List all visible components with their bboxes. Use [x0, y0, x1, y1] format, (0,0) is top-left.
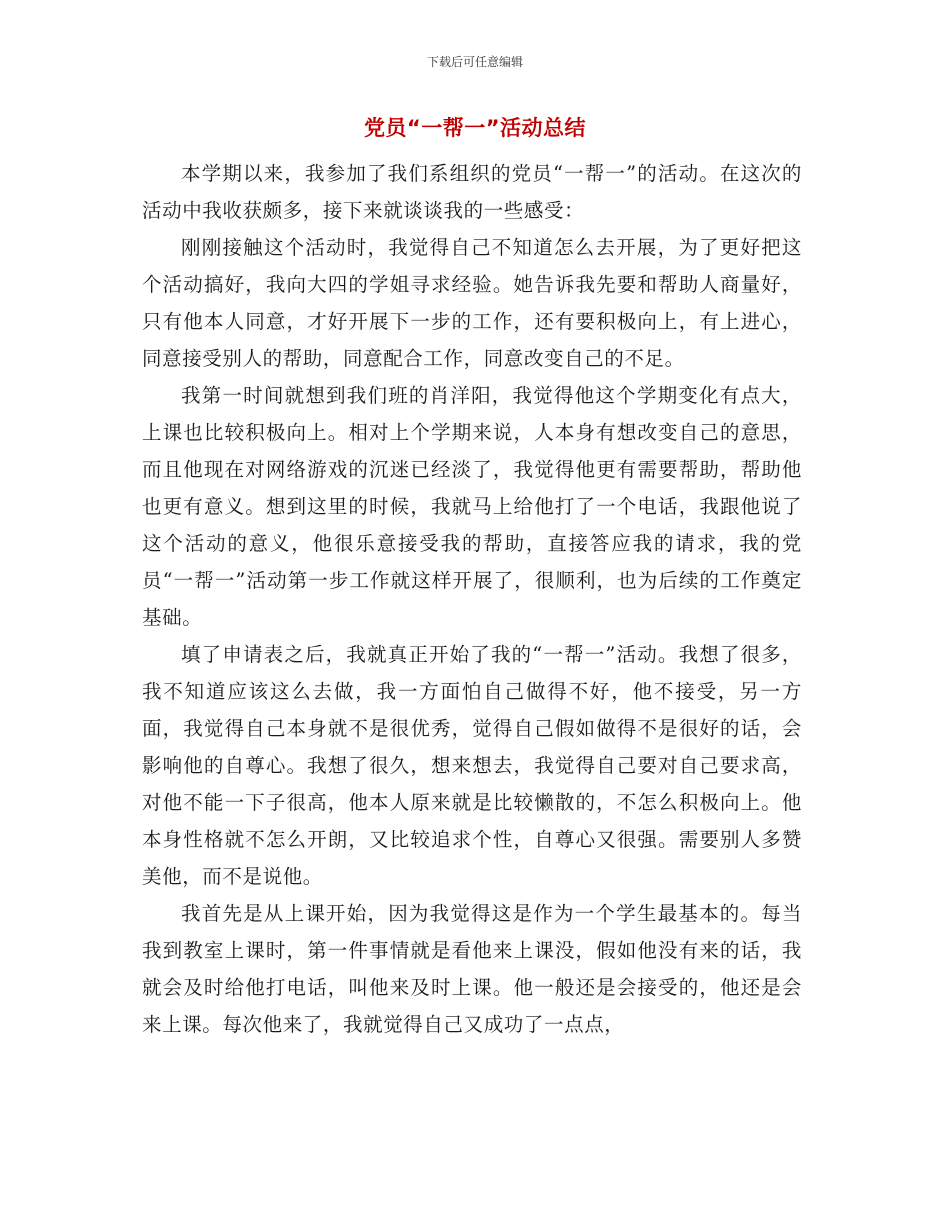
header-note: 下载后可任意编辑 [426, 55, 523, 69]
page-title: 党员“一帮一”活动总结 [363, 116, 587, 140]
paragraph-5: 我首先是从上课开始，因为我觉得这是作为一个学生最基本的。每当我到教室上课时，第一件事情就是看他来上课没，假如他没有来的话，我就会及时给他打电话，叫他来及时上课。他一般还是会接受的，他还是会来上课。每次他来了，我就觉得自己又成功了一点点， [142, 902, 802, 1036]
paragraph-1: 本学期以来，我参加了我们系组织的党员“一帮一”的活动。在这次的活动中我收获颇多，接下来就谈谈我的一些感受： [142, 162, 802, 222]
document-body [142, 155, 802, 1043]
paragraph-2: 刚刚接触这个活动时，我觉得自己不知道怎么去开展，为了更好把这个活动搞好，我向大四的学姐寻求经验。她告诉我先要和帮助人商量好，只有他本人同意，才好开展下一步的工作，还有要积极向上，有上进心，同意接受别人的帮助，同意配合工作，同意改变自己的不足。 [142, 236, 802, 370]
paragraph-4: 填了申请表之后，我就真正开始了我的“一帮一”活动。我想了很多，我不知道应该这么去做，我一方面怕自己做得不好，他不接受，另一方面，我觉得自己本身就不是很优秀，觉得自己假如做得不是很好的话，会影响他的自尊心。我想了很久，想来想去，我觉得自己要对自己要求高，对他不能一下子很高，他本人原来就是比较懒散的，不怎么积极向上。他本身性格就不怎么开朗，又比较追求个性，自尊心又很强。需要别人多赞美他，而不是说他。 [142, 643, 802, 888]
paragraph-3: 我第一时间就想到我们班的肖洋阳，我觉得他这个学期变化有点大，上课也比较积极向上。相对上个学期来说，人本身有想改变自己的意思，而且他现在对网络游戏的沉迷已经淡了，我觉得他更有需要帮助，帮助他也更有意义。想到这里的时候，我就马上给他打了一个电话，我跟他说了这个活动的意义，他很乐意接受我的帮助，直接答应我的请求，我的党员“一帮一”活动第一步工作就这样开展了，很顺利，也为后续的工作奠定基础。 [142, 384, 802, 629]
